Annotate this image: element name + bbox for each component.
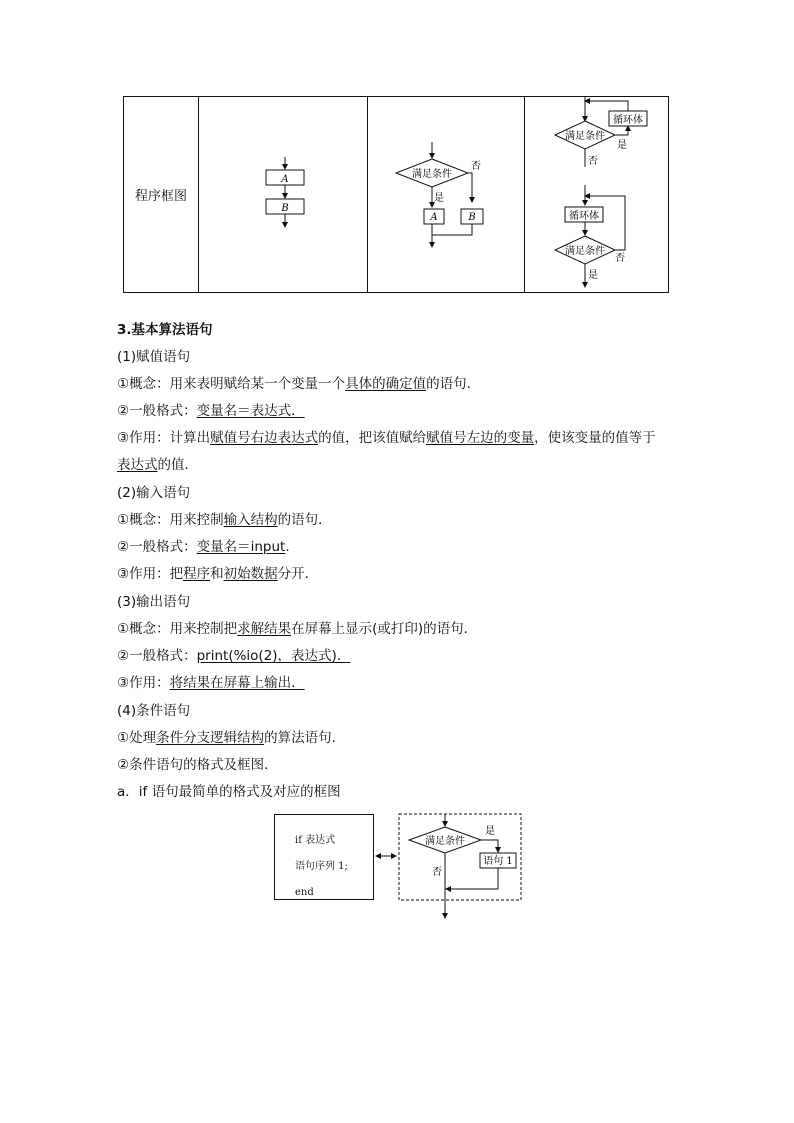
input-title: (2)输入语句 (117, 485, 191, 501)
no-label: 否 (471, 161, 481, 172)
box-b-label: B (468, 212, 476, 223)
input-use: ③作用：把程序和初始数据分开． (117, 566, 319, 582)
cond-item1: ①处理条件分支逻辑结构的算法语句． (117, 730, 346, 746)
assign-use: ③作用：计算出赋值号右边表达式的值，把该值赋给赋值号左边的变量，使该变量的值等于 (117, 430, 656, 446)
sequence-structure-diagram (199, 97, 367, 292)
output-title: (3)输出语句 (117, 594, 191, 610)
input-concept: ①概念：用来控制输入结构的语句． (117, 512, 332, 528)
yes-label: 是 (485, 826, 495, 837)
code-line-end: end (295, 887, 314, 898)
row-label: 程序框图 (134, 189, 187, 204)
assign-concept: ①概念：用来表明赋给某一个变量一个具体的确定值的语句． (117, 376, 481, 392)
assign-format: ②一般格式：变量名＝表达式． (117, 403, 305, 419)
section-heading: 3.基本算法语句 (117, 322, 213, 338)
condition-label: 满足条件 (565, 131, 605, 142)
output-concept: ①概念：用来控制把求解结果在屏幕上显示(或打印)的语句． (117, 621, 478, 637)
code-line-if: if 表达式 (295, 835, 336, 846)
cond-title: (4)条件语句 (117, 703, 191, 719)
if-statement-figure (274, 812, 524, 904)
flowchart-table-row (123, 96, 669, 293)
condition-label: 满足条件 (425, 836, 465, 847)
no-label: 否 (588, 156, 598, 167)
output-use: ③作用：将结果在屏幕上输出． (117, 675, 305, 691)
condition-label: 满足条件 (412, 169, 452, 180)
loop-body-label: 循环体 (613, 115, 643, 126)
yes-label: 是 (434, 193, 444, 204)
sequence-structure-cell (199, 97, 367, 292)
loop-structure-diagram (525, 97, 669, 292)
loop-body-label: 循环体 (569, 211, 599, 222)
selection-structure-diagram (368, 97, 524, 292)
condition-label: 满足条件 (565, 246, 605, 257)
yes-label: 是 (617, 140, 627, 151)
input-format: ②一般格式：变量名＝input. (117, 539, 290, 555)
box-b-label: B (281, 203, 289, 214)
if-flowchart (274, 812, 524, 922)
box-a-label: A (281, 174, 289, 185)
output-format: ②一般格式：print(%io(2)，表达式)． (117, 648, 351, 664)
box-a-label: A (430, 212, 438, 223)
code-line-statement: 语句序列 1; (295, 861, 348, 872)
assign-title: (1)赋值语句 (117, 349, 191, 365)
no-label: 否 (615, 253, 625, 264)
assign-use-cont: 表达式的值． (117, 457, 198, 473)
statement-label: 语句 1 (483, 856, 513, 867)
no-label: 否 (432, 867, 442, 878)
cond-item2: ②条件语句的格式及框图． (117, 757, 278, 773)
selection-structure-cell (368, 97, 524, 292)
cond-item-a: a．if 语句最简单的格式及对应的框图 (117, 784, 341, 800)
loop-structure-cell (525, 97, 669, 292)
yes-label: 是 (588, 270, 598, 281)
